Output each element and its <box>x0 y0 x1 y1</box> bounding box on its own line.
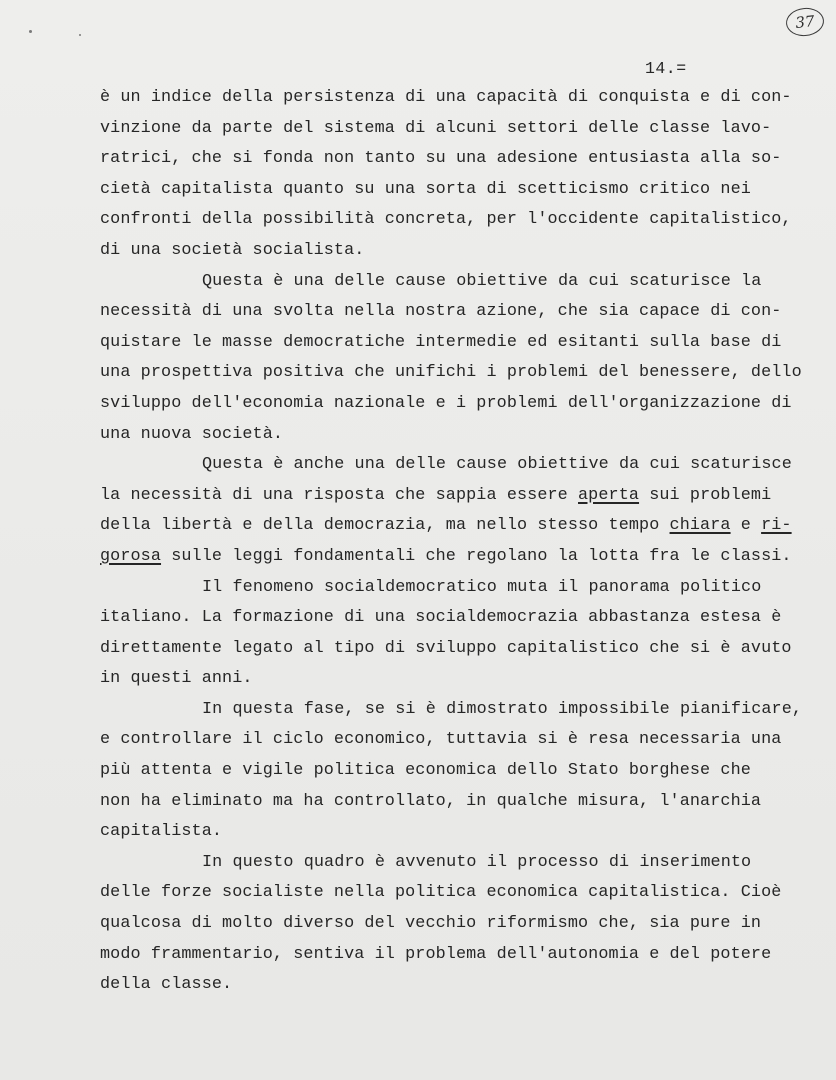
text-line: in questi anni. <box>100 669 253 689</box>
underlined-word-ri: ri- <box>761 516 792 536</box>
text-line: In questa fase, se si è dimostrato impossibile pianificare, <box>202 699 803 719</box>
text-line: è un indice della persistenza di una capacità di conquista e di con- <box>100 88 792 107</box>
text-line: una nuova società. <box>100 424 284 444</box>
text-line: italiano. La formazione di una socialdemocrazia abbastanza estesa è <box>100 608 782 628</box>
page-number: 14.= <box>645 59 687 78</box>
text-line: di una società socialista. <box>100 240 365 260</box>
ink-speck <box>29 30 32 33</box>
body-text <box>100 83 803 1001</box>
text-line: modo frammentario, sentiva il problema dell'autonomia e del potere <box>100 944 772 964</box>
text-line: ratrici, che si fonda non tanto su una adesione entusiasta alla so- <box>100 149 782 169</box>
text-line: quistare le masse democratiche intermedie ed esitanti sulla base di <box>100 332 782 352</box>
text-line: sviluppo dell'economia nazionale e i problemi dell'organizzazione di <box>100 393 792 413</box>
text-line: una prospettiva positiva che unifichi i problemi del benessere, dello <box>100 363 802 383</box>
text-line: necessità di una svolta nella nostra azione, che sia capace di con- <box>100 302 782 322</box>
text-line <box>100 542 800 573</box>
text-line: capitalista. <box>100 822 223 842</box>
text-segment: la necessità di una risposta che sappia essere <box>100 485 579 505</box>
text-segment: sulle leggi fondamentali che regolano la lotta fra le classi. <box>161 546 792 566</box>
text-line <box>100 511 800 542</box>
text-line: Questa è anche una delle cause obiettive da cui scaturisce <box>202 455 792 475</box>
text-line: direttamente legato al tipo di sviluppo capitalistico che si è avuto <box>100 638 792 658</box>
text-segment: e <box>730 516 762 536</box>
text-line: più attenta e vigile politica economica dello Stato borghese che <box>100 761 751 781</box>
ink-speck <box>79 34 81 36</box>
text-line: delle forze socialiste nella politica economica capitalistica. Cioè <box>100 883 782 903</box>
text-line: In questo quadro è avvenuto il processo di inserimento <box>202 852 752 872</box>
text-line: cietà capitalista quanto su una sorta di scetticismo critico nei <box>100 179 751 199</box>
text-line: qualcosa di molto diverso del vecchio riformismo che, sia pure in <box>100 914 762 934</box>
underlined-word-chiara: chiara <box>669 516 731 536</box>
archive-folio-stamp: 37 <box>785 6 826 38</box>
text-line: della classe. <box>100 975 233 995</box>
text-line: e controllare il ciclo economico, tuttavia si è resa necessaria una <box>100 730 782 750</box>
text-line <box>100 481 800 512</box>
text-line: vinzione da parte del sistema di alcuni settori delle classe lavo- <box>100 118 772 138</box>
text-line: Questa è una delle cause obiettive da cui scaturisce la <box>202 271 762 291</box>
text-segment: sui problemi <box>639 485 772 505</box>
text-line: Il fenomeno socialdemocratico muta il panorama politico <box>202 577 762 597</box>
underlined-word-gorosa: gorosa <box>100 546 162 566</box>
text-segment: della libertà e della democrazia, ma nello stesso tempo <box>100 516 670 536</box>
text-line: confronti della possibilità concreta, per l'occidente capitalistico, <box>100 210 792 230</box>
text-line: non ha eliminato ma ha controllato, in qualche misura, l'anarchia <box>100 791 762 811</box>
underlined-word-aperta: aperta <box>578 485 640 505</box>
